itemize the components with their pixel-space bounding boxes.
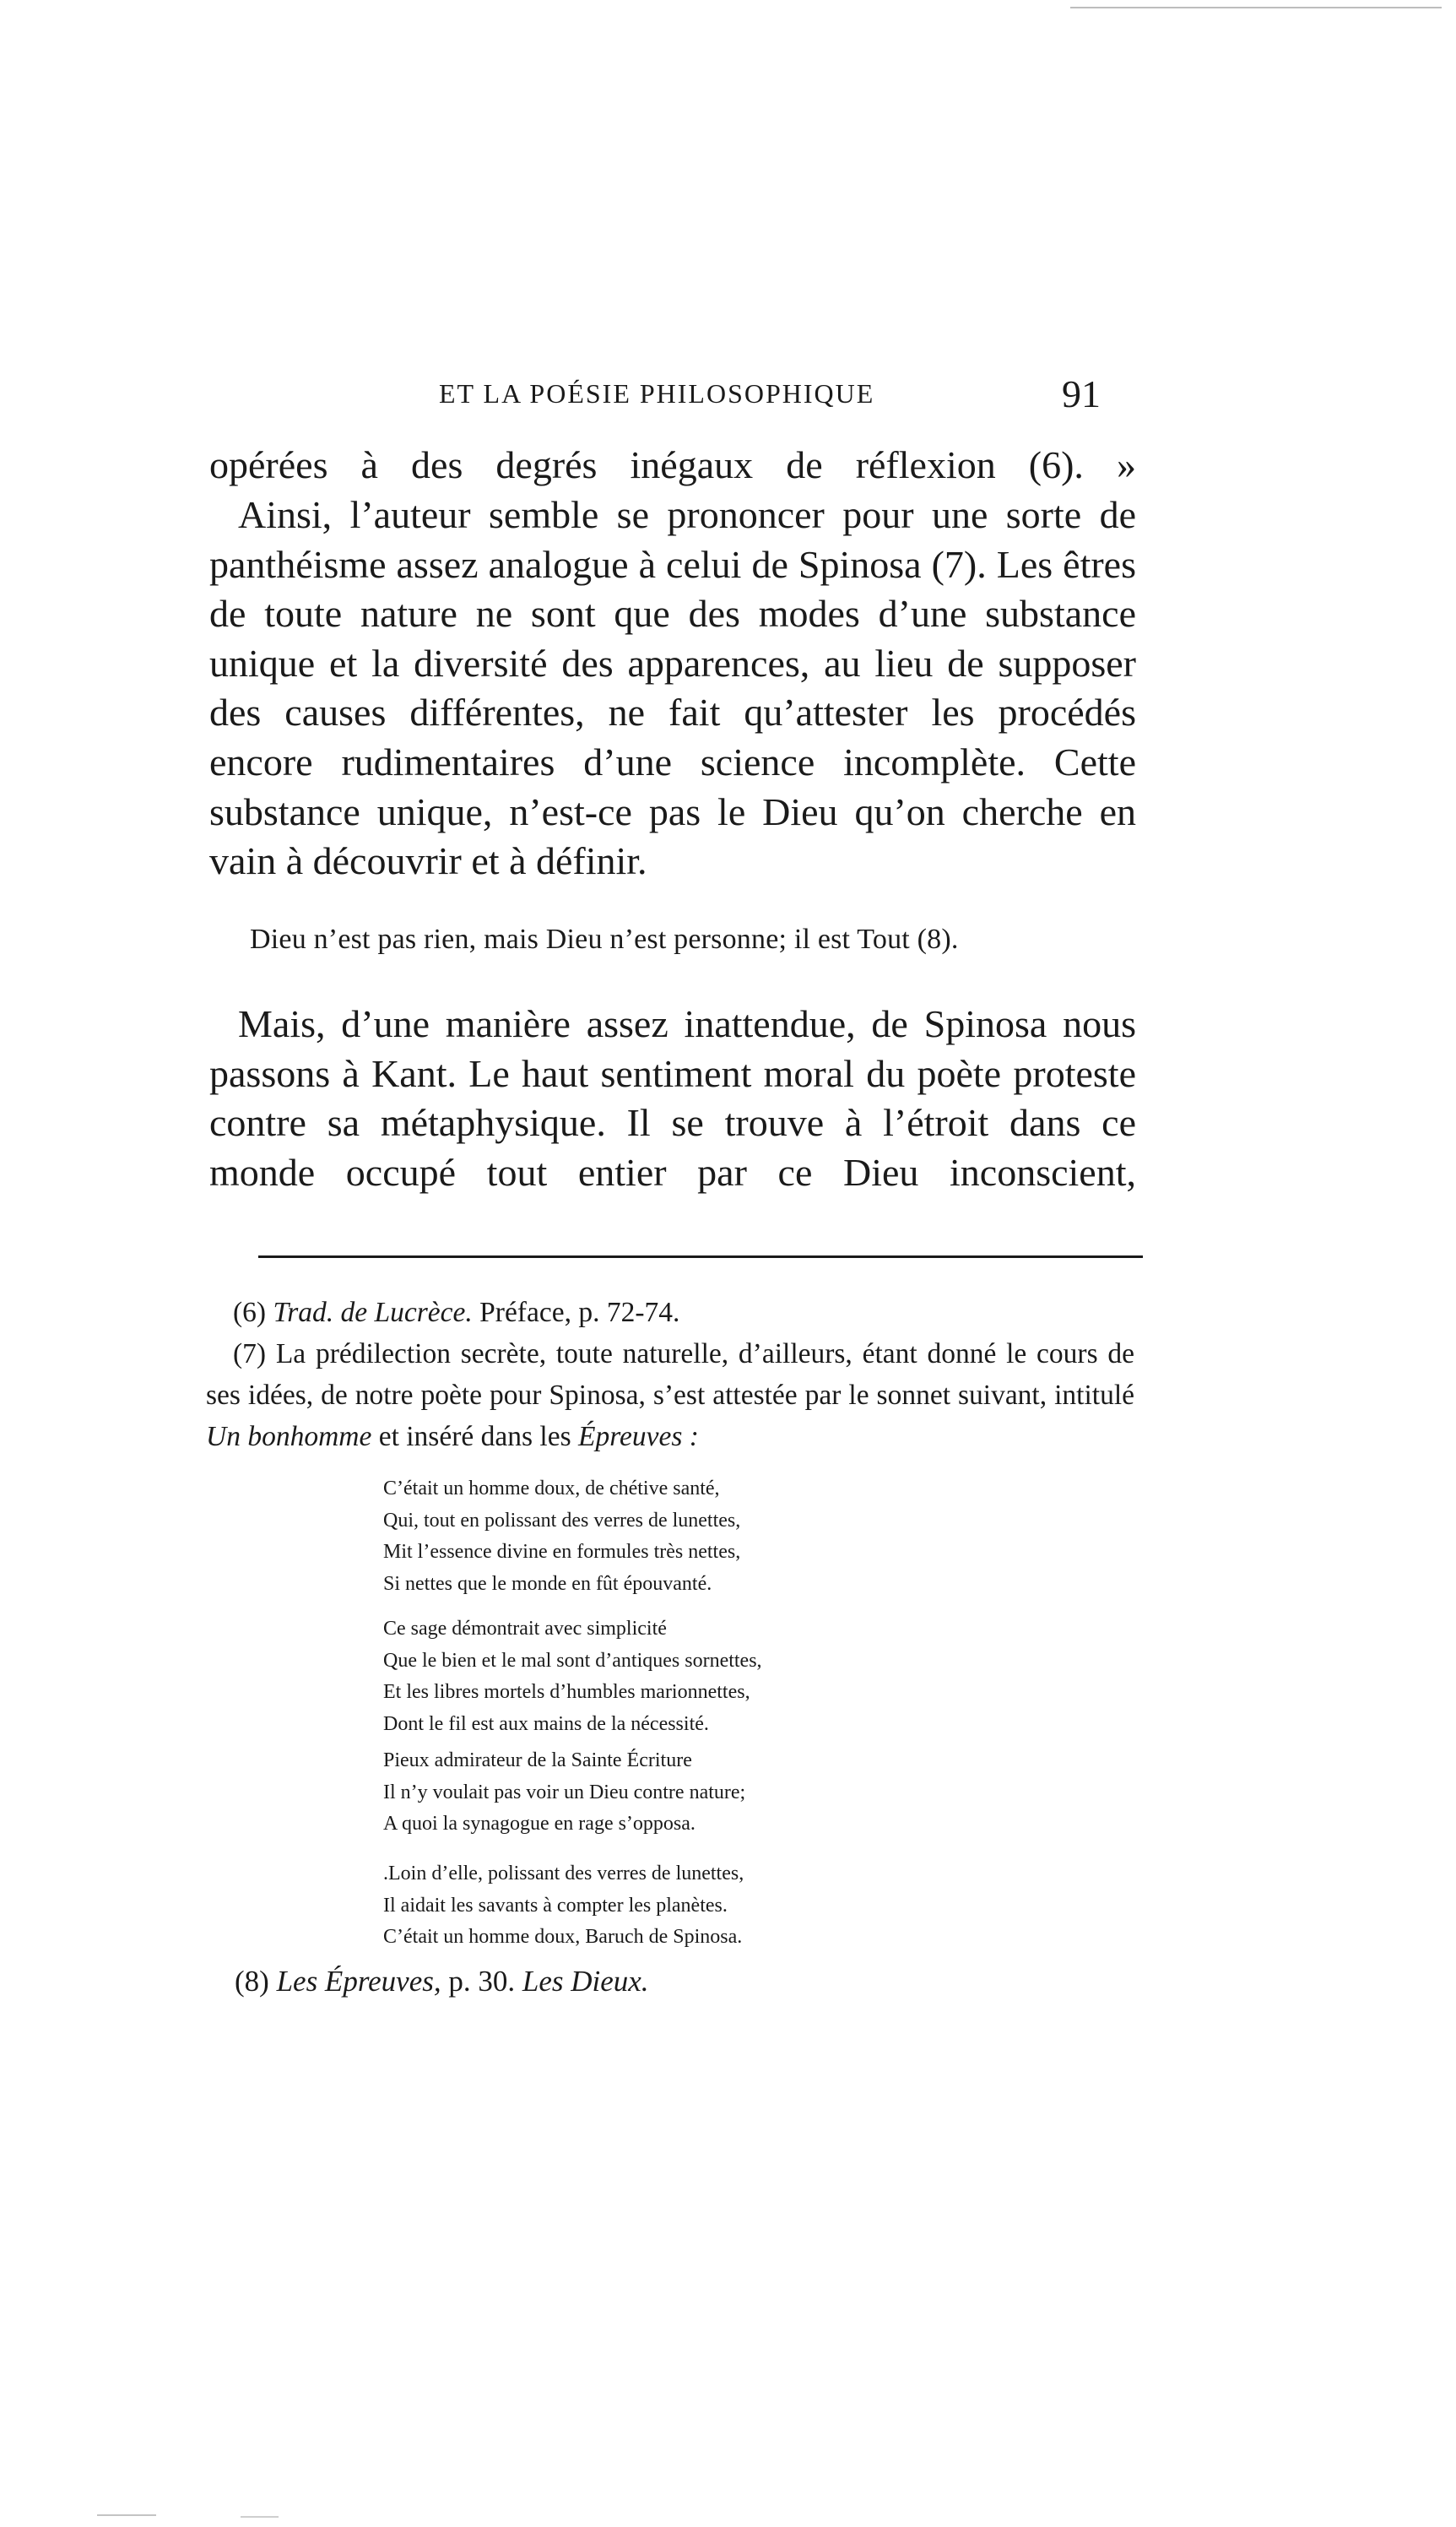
- sonnet-line: Pieux admirateur de la Sainte Écriture: [383, 1749, 692, 1771]
- scan-artifact-line: [1070, 7, 1442, 8]
- footnote-6-text: Préface, p. 72-74.: [479, 1297, 680, 1328]
- footnote-6-title: Trad. de Lucrèce.: [273, 1297, 473, 1328]
- running-title: ET LA POÉSIE PHILOSOPHIQUE: [439, 378, 875, 409]
- paragraph-kant: Mais, d’une manière assez inattendue, de Spinosa nous passons à Kant. Le haut sentiment moral du poète proteste contre sa métaphysique. Il se trouve à l’étroit dans ce monde occupé tout entier par ce Dieu inconscient,: [209, 1002, 1136, 1194]
- sonnet-line: Dont le fil est aux mains de la nécessité.: [383, 1712, 709, 1735]
- sonnet-stanza: [383, 1858, 890, 1954]
- footnote-8-marker: (8): [235, 1965, 269, 1998]
- paragraph-continuation: opérées à des degrés inégaux de réflexion (6). »: [209, 443, 1136, 486]
- footnote-divider: [258, 1255, 1143, 1258]
- footnote-8-page: p. 30.: [448, 1965, 516, 1998]
- footnote-6: [206, 1292, 1134, 1333]
- sonnet-line: Et les libres mortels d’humbles marionnettes,: [383, 1681, 750, 1703]
- footnote-7-marker: (7): [233, 1338, 267, 1369]
- sonnet-line: Il aidait les savants à compter les planètes.: [383, 1894, 728, 1917]
- sonnet-line: Mit l’essence divine en formules très nettes,: [383, 1541, 741, 1563]
- footnote-8-section: Les Dieux.: [522, 1965, 649, 1998]
- footnote-7-sonnet-title: Un bonhomme: [206, 1421, 372, 1452]
- sonnet-line: Il n’y voulait pas voir un Dieu contre nature;: [383, 1781, 746, 1803]
- footnote-7-book-title: Épreuves :: [578, 1421, 699, 1452]
- sonnet-line: .Loin d’elle, polissant des verres de lunettes,: [383, 1863, 744, 1884]
- footnote-7: [206, 1333, 1134, 1457]
- sonnet-line: C’était un homme doux, Baruch de Spinosa.: [383, 1926, 743, 1948]
- page-header: [209, 372, 1138, 420]
- paragraph-pantheism: Ainsi, l’auteur semble se prononcer pour une sorte de panthéisme assez analogue à celui de Spinosa (7). Les êtres de toute nature ne sont que des modes d’une substance unique et la diversité des apparences, au lieu de supposer des causes différentes, ne fait qu’attester les procédés encore rudimentaires d’une science incomplète. Cette substance unique, n’est-ce pas le Dieu qu’on cherche en vain à découvrir et à définir.: [209, 493, 1136, 883]
- sonnet-stanza: [383, 1613, 890, 1740]
- sonnet-stanza: [383, 1473, 890, 1600]
- sonnet-line: A quoi la synagogue en rage s’opposa.: [383, 1813, 696, 1835]
- sonnet-line: Ce sage démontrait avec simplicité: [383, 1618, 667, 1640]
- quoted-verse: Dieu n’est pas rien, mais Dieu n’est personne; il est Tout (8).: [250, 924, 959, 955]
- scan-artifact-line: [97, 2514, 156, 2516]
- footnote-8: [235, 1960, 1163, 2002]
- footnote-7-text-1: La prédilection secrète, toute naturelle, d’ailleurs, étant donné le cours de ses idées, de notre poète pour Spinosa, s’est attestée par le sonnet suivant, intitulé: [206, 1338, 1135, 1411]
- sonnet-stanza: [383, 1745, 890, 1841]
- sonnet-line: C’était un homme doux, de chétive santé,: [383, 1478, 720, 1499]
- scan-artifact-line: [241, 2516, 279, 2518]
- footnote-6-marker: (6): [233, 1297, 267, 1328]
- sonnet-line: Si nettes que le monde en fût épouvanté.: [383, 1572, 712, 1595]
- footnote-7-text-2: et inséré dans les: [378, 1421, 571, 1452]
- sonnet-line: Que le bien et le mal sont d’antiques sornettes,: [383, 1649, 762, 1672]
- page-number: 91: [1062, 372, 1101, 415]
- footnote-8-book-title: Les Épreuves,: [276, 1965, 441, 1998]
- sonnet-line: Qui, tout en polissant des verres de lunettes,: [383, 1509, 741, 1532]
